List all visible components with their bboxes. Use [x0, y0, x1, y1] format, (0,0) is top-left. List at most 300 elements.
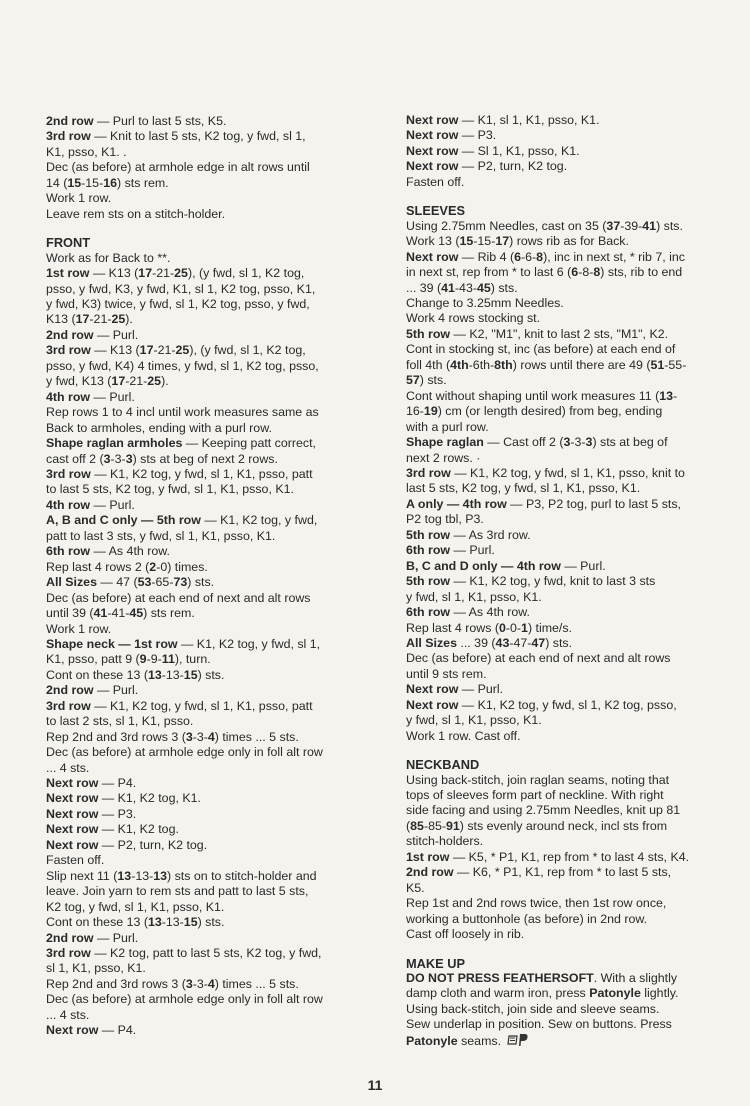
text-line	[46, 637, 371, 652]
bold-text: 25	[111, 312, 126, 327]
text-line	[406, 481, 729, 496]
text-line	[406, 834, 729, 849]
body-text: Using back-stitch, join side and sleeve seams.	[406, 1001, 660, 1016]
body-text: psso, y fwd, K3, y fwd, K1, sl 1, K2 tog, psso, K1,	[46, 281, 316, 296]
body-text: ) sts.	[419, 373, 447, 388]
text-line	[46, 482, 371, 497]
text-line	[406, 234, 729, 249]
text-line	[46, 266, 371, 281]
body-text: -21-	[125, 374, 148, 389]
body-text: -13-	[161, 667, 184, 682]
bold-text: 15	[67, 175, 82, 190]
body-text: Rep last 4 rows (	[406, 620, 499, 635]
body-text: y fwd, sl 1, K1, psso, K1.	[406, 589, 542, 604]
body-text: — Purl.	[93, 930, 139, 945]
body-text: -55-	[664, 357, 687, 372]
text-line	[406, 1002, 729, 1017]
bold-text: 2nd row	[46, 114, 94, 128]
text-line	[46, 977, 371, 992]
text-line	[46, 575, 371, 590]
body-text: — P3, P2 tog, purl to last 5 sts,	[506, 496, 681, 511]
text-line	[406, 912, 729, 927]
bold-text: 6th row	[406, 605, 451, 620]
page-number: 11	[367, 1077, 383, 1093]
text-line	[406, 435, 729, 450]
bold-text: 53	[137, 575, 152, 590]
body-text: foll 4th (	[406, 357, 451, 372]
text-line	[406, 574, 729, 589]
bold-text: 2nd row	[46, 327, 94, 342]
text-line	[406, 698, 729, 713]
text-line	[46, 591, 371, 606]
left-column	[46, 114, 371, 1039]
text-line	[46, 251, 371, 266]
body-text: ) times ... 5 sts.	[214, 729, 299, 744]
text-line	[46, 807, 371, 822]
text-line	[406, 159, 729, 174]
body-text: Back to armholes, ending with a purl row.	[46, 420, 272, 435]
text-line	[46, 297, 371, 312]
bold-text: Patonyle	[589, 986, 641, 1001]
bold-text: 3rd row	[46, 466, 91, 481]
bold-text: 5th row	[406, 527, 451, 542]
bold-text: 15	[459, 234, 474, 249]
body-text: Sew underlap in position. Sew on buttons. Press	[406, 1017, 672, 1032]
body-text: ) sts on to stitch-holder and	[167, 868, 317, 883]
section-heading	[46, 235, 371, 250]
text-line	[406, 342, 729, 357]
bold-text: Shape raglan	[406, 435, 484, 450]
text-line	[46, 791, 371, 806]
text-line	[46, 359, 371, 374]
body-text: — P2, turn, K2 tog.	[98, 837, 208, 852]
bold-text: 13	[117, 868, 132, 883]
text-line	[46, 652, 371, 667]
text-line	[406, 559, 729, 574]
text-line	[46, 467, 371, 482]
body-text: lightly.	[640, 986, 679, 1001]
body-text: . With a slightly	[593, 971, 678, 986]
body-text: — 47 (	[96, 575, 138, 590]
bold-text: 1st row	[46, 266, 90, 281]
text-line	[46, 884, 371, 899]
text-line	[406, 497, 729, 512]
body-text: -21-	[152, 266, 175, 281]
bold-text: 1	[521, 620, 528, 635]
body-text: Rep 2nd and 3rd rows 3 (	[46, 976, 186, 991]
text-line	[406, 773, 729, 788]
bold-text: 6	[514, 249, 522, 264]
text-line	[406, 128, 729, 143]
text-line	[406, 296, 729, 311]
body-text: y fwd, K3) twice, y fwd, sl 1, K2 tog, psso, y fwd,	[46, 296, 310, 311]
body-text: ... 39 (	[406, 280, 442, 295]
body-text: -0) times.	[156, 559, 208, 574]
bold-text: 41	[441, 280, 455, 295]
body-text: — Purl.	[93, 683, 139, 698]
heading-text: NECKBAND	[406, 757, 480, 773]
body-text: ) sts.	[197, 915, 225, 930]
body-text: ).	[161, 374, 169, 389]
body-text: Dec (as before) at each end of next and alt rows	[406, 651, 671, 666]
text-line	[46, 374, 371, 389]
body-text: ), inc in next st, * rib 7, inc	[543, 249, 685, 264]
body-text: ... 4 sts.	[46, 760, 90, 775]
body-text: — K1, K2 tog, y fwd, sl 1, K1, psso, patt	[90, 698, 313, 713]
bold-text: 3rd row	[46, 129, 91, 144]
bold-text: 2nd row	[46, 683, 94, 698]
body-text: tops of sleeves form part of neckline. With right	[406, 788, 664, 803]
right-column	[406, 113, 729, 1051]
body-text: ), (y fwd, sl 1, K2 tog,	[189, 343, 306, 358]
body-text: next 2 rows. ·	[406, 450, 481, 465]
body-text: — P3.	[458, 128, 497, 143]
body-text: -6th-	[468, 357, 495, 372]
body-text: ) sts.	[187, 575, 215, 590]
bold-text: 91	[445, 818, 460, 833]
body-text: in next st, rep from * to last 6 (	[406, 265, 572, 280]
body-text: — As 4th row.	[90, 544, 170, 559]
body-text: — K1, K2 tog, K1.	[98, 791, 201, 806]
text-line	[46, 390, 371, 405]
body-text: damp cloth and warm iron, press	[406, 986, 590, 1001]
bold-text: Next row	[46, 806, 99, 821]
bold-text: 13	[153, 868, 168, 883]
text-line	[46, 176, 371, 191]
bold-text: 16	[103, 175, 117, 190]
body-text: with a purl row.	[406, 419, 489, 434]
bold-text: B, C and D only — 4th row	[406, 558, 561, 573]
text-line	[406, 667, 729, 682]
text-line	[406, 651, 729, 666]
body-text: — Purl.	[560, 558, 606, 573]
body-text: ).	[125, 312, 133, 327]
body-text: — K1, K2 tog, y fwd,	[200, 513, 318, 528]
text-line	[46, 160, 371, 175]
text-line	[406, 713, 729, 728]
section-heading	[406, 757, 729, 772]
text-line	[406, 451, 729, 466]
body-text: Cont on these 13 (	[46, 667, 148, 682]
body-text: ) sts.	[197, 667, 225, 682]
text-line	[46, 869, 371, 884]
bold-text: 4th row	[46, 389, 91, 404]
bold-text: Next row	[406, 113, 459, 127]
body-text: -0-	[505, 620, 522, 635]
text-line	[406, 250, 729, 265]
body-text: — P2, turn, K2 tog.	[458, 159, 568, 174]
text-line	[46, 436, 371, 451]
heading-text: FRONT	[46, 235, 91, 251]
section-gap	[406, 744, 729, 757]
text-line	[46, 699, 371, 714]
body-text: -47-	[509, 635, 532, 650]
text-line	[46, 328, 371, 343]
body-text: sl 1, K1, psso, K1.	[46, 961, 146, 976]
bold-text: 73	[173, 575, 188, 590]
body-text: Cont without shaping until work measures 11 (	[406, 388, 660, 403]
body-text: — K13 (	[90, 343, 140, 358]
bold-text: 25	[175, 343, 190, 358]
body-text: -8-	[578, 265, 594, 280]
body-text: -85-	[423, 818, 446, 833]
bold-text: 17	[111, 374, 126, 389]
bold-text: 2	[149, 559, 157, 574]
body-text: ) sts, rib to end	[600, 265, 683, 280]
body-text: Rep rows 1 to 4 incl until work measures same as	[46, 405, 319, 420]
text-line	[46, 992, 371, 1007]
text-line	[406, 404, 729, 419]
text-line	[406, 358, 729, 373]
bold-text: 3rd row	[46, 343, 91, 358]
text-line	[46, 668, 371, 683]
patons-logo-icon	[507, 1033, 529, 1051]
body-text: — K5, * P1, K1, rep from * to last 4 sts, K4.	[449, 849, 690, 864]
body-text: Work 13 (	[406, 234, 460, 249]
bold-text: Patonyle	[406, 1033, 458, 1048]
body-text: — Purl.	[90, 497, 135, 512]
bold-text: Next row	[406, 143, 459, 158]
body-text: Work 1 row.	[46, 191, 112, 206]
text-line	[46, 513, 371, 528]
body-text: — Purl.	[450, 543, 495, 558]
bold-text: 4	[207, 976, 215, 991]
bold-text: 13	[147, 667, 162, 682]
body-text: ) sts at beg of next 2 rows.	[132, 451, 278, 466]
text-line	[46, 191, 371, 206]
text-line	[406, 682, 729, 697]
text-line	[406, 927, 729, 942]
text-line	[46, 822, 371, 837]
bold-text: Next row	[46, 1023, 99, 1038]
bold-text: 25	[174, 266, 188, 281]
body-text: — Sl 1, K1, psso, K1.	[458, 143, 580, 158]
bold-text: 8	[593, 265, 601, 280]
body-text: — K1, K2 tog, y fwd, sl 1, K1, psso, knit to	[450, 465, 685, 480]
body-text: ) rows until there are 49 (	[512, 357, 651, 372]
bold-text: Next row	[406, 249, 459, 264]
body-text: -13-	[131, 868, 154, 883]
text-line	[406, 1017, 729, 1032]
text-line	[46, 931, 371, 946]
body-text: — K1, K2 tog, y fwd, sl 1,	[177, 636, 321, 651]
body-text: Dec (as before) at armhole edge only in foll alt row	[46, 745, 323, 760]
bold-text: 4th row	[46, 497, 91, 512]
text-line	[46, 529, 371, 544]
body-text: — As 3rd row.	[450, 527, 531, 542]
bold-text: 51	[650, 357, 665, 372]
body-text: until 39 (	[46, 606, 94, 621]
body-text: Slip next 11 (	[46, 868, 118, 883]
text-line	[46, 498, 371, 513]
body-text: patt to last 3 sts, y fwd, sl 1, K1, psso, K1.	[46, 528, 276, 543]
bold-text: 6th row	[46, 544, 91, 559]
body-text: Rep last 4 rows 2 (	[46, 559, 150, 574]
bold-text: 8th	[494, 357, 513, 372]
body-text: psso, y fwd, K4) 4 times, y fwd, sl 1, K2 tog, psso,	[46, 358, 319, 373]
body-text: — Purl.	[458, 682, 504, 697]
bold-text: 13	[659, 388, 674, 403]
body-text: — K2, "M1", knit to last 2 sts, "M1", K2.	[450, 326, 669, 341]
body-text: ) time/s.	[527, 620, 572, 635]
body-text: — K6, * P1, K1, rep from * to last 5 sts,	[453, 865, 672, 880]
text-line	[406, 1033, 729, 1051]
body-text: ) sts.	[490, 280, 518, 295]
text-line	[46, 745, 371, 760]
body-text: -9-	[146, 652, 162, 667]
body-text: Rep 1st and 2nd rows twice, then 1st row once,	[406, 896, 667, 911]
body-text: ... 4 sts.	[46, 1007, 90, 1022]
text-line	[406, 311, 729, 326]
body-text: — Knit to last 5 sts, K2 tog, y fwd, sl 1,	[90, 129, 306, 144]
bold-text: 13	[147, 915, 162, 930]
body-text: K1, psso, patt 9 (	[46, 652, 140, 667]
text-line	[46, 714, 371, 729]
bold-text: 45	[129, 606, 144, 621]
body-text: — Purl to last 5 sts, K5.	[93, 114, 227, 128]
body-text: y fwd, K13 (	[46, 374, 112, 389]
bold-text: 57	[406, 373, 420, 388]
bold-text: Next row	[406, 682, 459, 697]
text-line	[46, 1008, 371, 1023]
text-line	[406, 850, 729, 865]
bold-text: Next row	[46, 822, 99, 837]
body-text: Work 4 rows stocking st.	[406, 311, 541, 326]
body-text: ), turn.	[174, 652, 211, 667]
body-text: working a buttonhole (as before) in 2nd row.	[406, 911, 648, 926]
text-line	[406, 466, 729, 481]
bold-text: 5th row	[406, 574, 451, 589]
text-line	[406, 528, 729, 543]
body-text: — As 4th row.	[450, 605, 530, 620]
bold-text: 17	[138, 266, 153, 281]
text-line	[406, 788, 729, 803]
body-text: — K1, sl 1, K1, psso, K1.	[458, 113, 600, 127]
bold-text: 2nd row	[406, 865, 454, 880]
body-text: — Cast off 2 (	[483, 435, 564, 450]
body-text: ), (y fwd, sl 1, K2 tog,	[187, 266, 305, 281]
text-line	[46, 114, 371, 129]
text-line	[406, 175, 729, 190]
body-text: cast off 2 (	[46, 451, 104, 466]
body-text: ) cm (or length desired) from beg, ending	[437, 404, 663, 419]
text-line	[406, 590, 729, 605]
bold-text: 0	[498, 620, 506, 635]
body-text: -21-	[153, 343, 176, 358]
body-text: ) sts.	[545, 635, 573, 650]
text-line	[406, 219, 729, 234]
section-gap	[406, 190, 729, 203]
text-line	[406, 373, 729, 388]
body-text: to last 5 sts, K2 tog, y fwd, sl 1, K1, psso, K1.	[46, 482, 294, 497]
bold-text: 17	[75, 312, 90, 327]
text-line	[406, 327, 729, 342]
text-line	[46, 776, 371, 791]
bold-text: 85	[410, 818, 424, 833]
body-text: -15-	[81, 175, 104, 190]
bold-text: 17	[139, 343, 154, 358]
text-line	[46, 1023, 371, 1038]
bold-text: 4th	[450, 357, 469, 372]
text-line	[406, 896, 729, 911]
text-line	[406, 881, 729, 896]
body-text: ) rows rib as for Back.	[509, 234, 629, 249]
body-text: -43-	[454, 280, 477, 295]
body-text: — K1, K2 tog, y fwd, knit to last 3 sts	[450, 574, 656, 589]
bold-text: 17	[495, 234, 510, 249]
body-text: — P4.	[98, 776, 137, 791]
bold-text: 3	[563, 435, 571, 450]
body-text: -41-	[107, 606, 130, 621]
body-text: — Rib 4 (	[458, 249, 515, 264]
bold-text: 25	[147, 374, 162, 389]
heading-text: MAKE UP	[406, 955, 466, 971]
body-text: ) sts.	[656, 218, 683, 233]
bold-text: 45	[476, 280, 491, 295]
body-text: y fwd, sl 1, K1, psso, K1.	[406, 713, 542, 728]
body-text: side facing and using 2.75mm Needles, knit up 81	[406, 803, 681, 818]
bold-text: Next row	[406, 128, 459, 143]
bold-text: 5th row	[406, 326, 451, 341]
body-text: K1, psso, K1. .	[46, 144, 127, 159]
body-text: Work as for Back to **.	[46, 250, 171, 265]
text-line	[46, 683, 371, 698]
section-heading	[406, 956, 729, 971]
text-line	[46, 343, 371, 358]
bold-text: 15	[183, 915, 198, 930]
body-text: K2 tog, y fwd, sl 1, K1, psso, K1.	[46, 899, 225, 914]
text-line	[46, 145, 371, 160]
body-text: — Keeping patt correct,	[182, 436, 316, 451]
text-line	[46, 282, 371, 297]
bold-text: 4	[207, 729, 215, 744]
body-text: — Purl.	[90, 389, 135, 404]
body-text: ) sts at beg of	[592, 435, 668, 450]
body-text: -21-	[89, 312, 112, 327]
text-line	[406, 543, 729, 558]
bold-text: 3	[103, 451, 111, 466]
text-line	[46, 606, 371, 621]
bold-text: 2nd row	[46, 930, 94, 945]
body-text: Using 2.75mm Needles, cast on 35 (	[406, 218, 607, 233]
body-text: Dec (as before) at each end of next and alt rows	[46, 590, 311, 605]
text-line	[406, 113, 729, 128]
body-text: until 9 sts rem.	[406, 666, 487, 681]
body-text: — K1, K2 tog, y fwd, sl 1, K1, psso, patt	[90, 466, 313, 481]
body-text: — P4.	[98, 1023, 137, 1038]
bold-text: 3	[185, 976, 193, 991]
bold-text: A only — 4th row	[406, 496, 507, 511]
text-line	[46, 129, 371, 144]
body-text: leave. Join yarn to rem sts and patt to last 5 sts,	[46, 884, 309, 899]
text-line	[46, 405, 371, 420]
body-text: P2 tog tbl, P3.	[406, 512, 484, 527]
body-text: — K13 (	[89, 266, 139, 281]
body-text: -6-	[521, 249, 537, 264]
text-line	[46, 421, 371, 436]
bold-text: 1st row	[406, 849, 450, 864]
text-line	[46, 560, 371, 575]
body-text: K13 (	[46, 312, 76, 327]
bold-text: 3rd row	[406, 465, 451, 480]
text-line	[406, 605, 729, 620]
text-line	[46, 730, 371, 745]
text-line	[46, 622, 371, 637]
text-line	[46, 452, 371, 467]
body-text: stitch-holders.	[406, 834, 484, 849]
body-text: -3-	[110, 451, 126, 466]
bold-text: 8	[536, 249, 544, 264]
